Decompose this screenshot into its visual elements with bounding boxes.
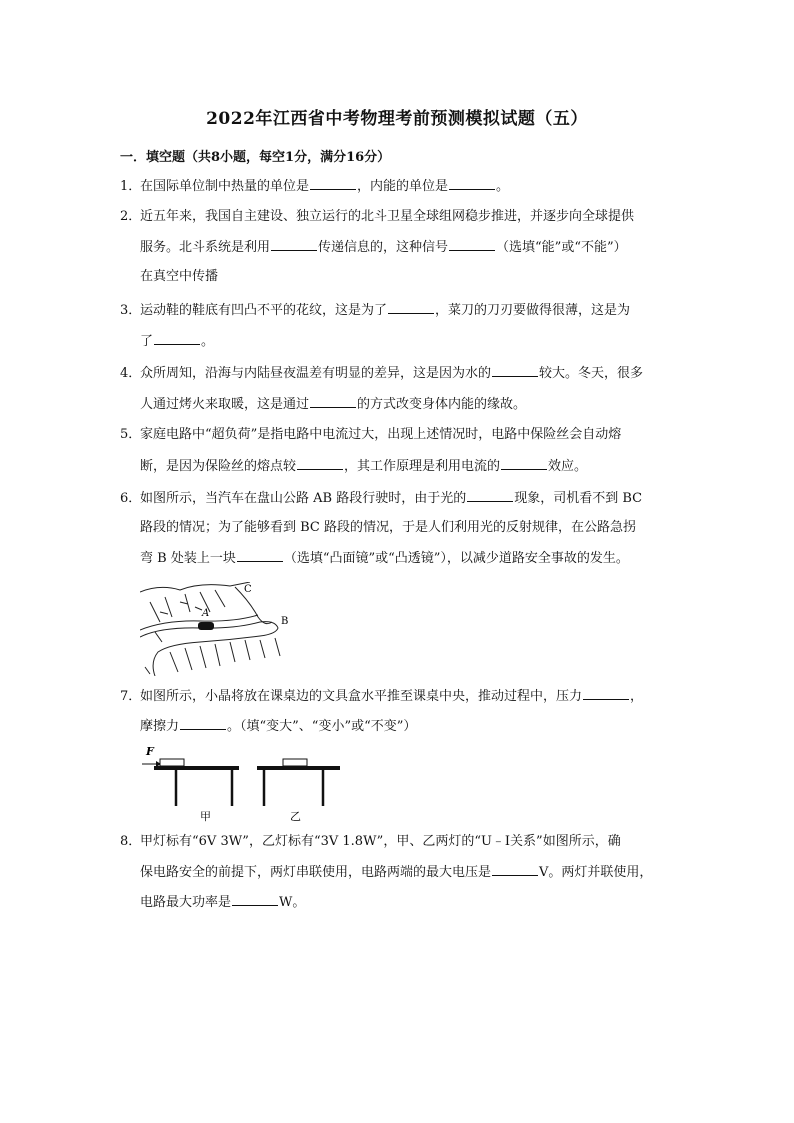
question-text: 家庭电路中“超负荷”是指电路中电流过大，出现上述情况时，电路中保险丝会自动熔 xyxy=(140,427,622,442)
answer-blank[interactable] xyxy=(180,717,226,730)
question-text: ， xyxy=(630,689,644,704)
question-text: 运动鞋的鞋底有凹凸不平的花纹，这是为了 xyxy=(140,303,388,318)
answer-blank[interactable] xyxy=(501,457,547,470)
question-number: 8． xyxy=(120,834,142,849)
question-6-line-3 xyxy=(140,549,629,568)
question-text: 。 xyxy=(201,334,215,349)
section-heading: 一．填空题（共8小题，每空1分，满分16分） xyxy=(120,150,391,165)
answer-blank[interactable] xyxy=(388,301,434,314)
question-text: 的方式改变身体内能的缘故。 xyxy=(357,397,527,412)
question-text: 摩擦力 xyxy=(140,719,180,734)
question-7 xyxy=(120,687,643,706)
question-4 xyxy=(120,364,643,383)
question-7-line-2 xyxy=(140,717,416,736)
answer-blank[interactable] xyxy=(271,238,317,251)
question-number: 1． xyxy=(120,179,142,194)
question-text: 。（填“变大”、“变小”或“不变”） xyxy=(227,719,417,734)
question-text: 如图所示，小晶将放在课桌边的文具盒水平推至课桌中央，推动过程中，压力 xyxy=(140,689,583,704)
question-text: 在国际单位制中热量的单位是 xyxy=(140,179,310,194)
question-6 xyxy=(120,489,642,508)
answer-blank[interactable] xyxy=(467,489,513,502)
question-text: （选填“能”或“不能”） xyxy=(496,240,627,255)
question-text: 现象，司机看不到 BC xyxy=(514,491,643,506)
answer-blank[interactable] xyxy=(310,177,356,190)
question-8 xyxy=(120,833,621,851)
label-jia: 甲 xyxy=(200,810,211,823)
question-5-line-2 xyxy=(140,457,587,476)
question-4-line-2 xyxy=(140,395,526,414)
pencil-box-right xyxy=(283,759,307,766)
question-3 xyxy=(120,301,630,320)
desk-top-left xyxy=(154,766,239,770)
question-2 xyxy=(120,208,634,226)
question-8-line-3 xyxy=(140,893,305,912)
question-text: W。 xyxy=(279,895,306,910)
desk-top-right xyxy=(257,766,340,770)
question-text: 众所周知，沿海与内陆昼夜温差有明显的差异，这是因为水的 xyxy=(140,366,492,381)
answer-blank[interactable] xyxy=(310,395,356,408)
question-1 xyxy=(120,177,509,196)
question-text: 人通过烤火来取暖，这是通过 xyxy=(140,397,310,412)
question-text: 如图所示，当汽车在盘山公路 AB 路段行驶时，由于光的 xyxy=(140,491,467,506)
question-5 xyxy=(120,426,621,444)
question-text: 效应。 xyxy=(548,459,588,474)
question-text: ，菜刀的刀刃要做得很薄，这是为 xyxy=(435,303,631,318)
answer-blank[interactable] xyxy=(449,177,495,190)
question-text: 弯 B 处装上一块 xyxy=(140,551,236,566)
page-title: 2022年江西省中考物理考前预测模拟试题（五） xyxy=(206,109,588,129)
force-label: F xyxy=(146,745,154,758)
question-text: 电路最大功率是 xyxy=(140,895,232,910)
pencil-box-left xyxy=(160,759,184,766)
question-6-line-2: 路段的情况；为了能够看到 BC 路段的情况，于是人们利用光的反射规律，在公路急拐 xyxy=(140,520,637,535)
label-yi: 乙 xyxy=(290,810,301,823)
answer-blank[interactable] xyxy=(583,687,629,700)
question-number: 7． xyxy=(120,689,142,704)
answer-blank[interactable] xyxy=(297,457,343,470)
question-text: 传递信息的，这种信号 xyxy=(318,240,449,255)
answer-blank[interactable] xyxy=(449,238,495,251)
question-text: 服务。北斗系统是利用 xyxy=(140,240,271,255)
answer-blank[interactable] xyxy=(492,863,538,876)
question-text: （选填“凸面镜”或“凸透镜”），以减少道路安全事故的发生。 xyxy=(283,551,629,566)
question-text: 较大。冬天，很多 xyxy=(539,366,644,381)
question-text: 近五年来，我国自主建设、独立运行的北斗卫星全球组网稳步推进，并逐步向全球提供 xyxy=(140,209,635,224)
question-text: V。两灯并联使用， xyxy=(539,865,653,880)
answer-blank[interactable] xyxy=(154,332,200,345)
answer-blank[interactable] xyxy=(237,549,283,562)
label-c: C xyxy=(244,584,252,595)
question-text: 保电路安全的前提下，两灯串联使用，电路两端的最大电压是 xyxy=(140,865,492,880)
question-text: 。 xyxy=(496,179,510,194)
question-8-line-2 xyxy=(140,863,652,882)
question-text: 断，是因为保险丝的熔点较 xyxy=(140,459,297,474)
question-text: ，其工作原理是利用电流的 xyxy=(344,459,501,474)
answer-blank[interactable] xyxy=(232,893,278,906)
question-3-line-2 xyxy=(140,332,214,351)
question-text: 了 xyxy=(140,334,154,349)
question-number: 5． xyxy=(120,427,142,442)
question-2-line-2 xyxy=(140,238,627,257)
mountain-road-figure xyxy=(140,582,292,676)
question-number: 2． xyxy=(120,209,142,224)
car-icon xyxy=(198,622,214,630)
desk-figure xyxy=(140,744,340,826)
question-2-line-3: 在真空中传播 xyxy=(140,269,219,284)
question-number: 6． xyxy=(120,491,142,506)
question-number: 3． xyxy=(120,303,142,318)
question-text: 甲灯标有“6V 3W”，乙灯标有“3V 1.8W”，甲、乙两灯的“U﹣I关系”如图所示，确 xyxy=(140,834,621,849)
answer-blank[interactable] xyxy=(492,364,538,377)
question-text: ，内能的单位是 xyxy=(357,179,449,194)
question-number: 4． xyxy=(120,366,142,381)
label-b: B xyxy=(281,616,289,627)
label-a: A xyxy=(202,608,210,619)
